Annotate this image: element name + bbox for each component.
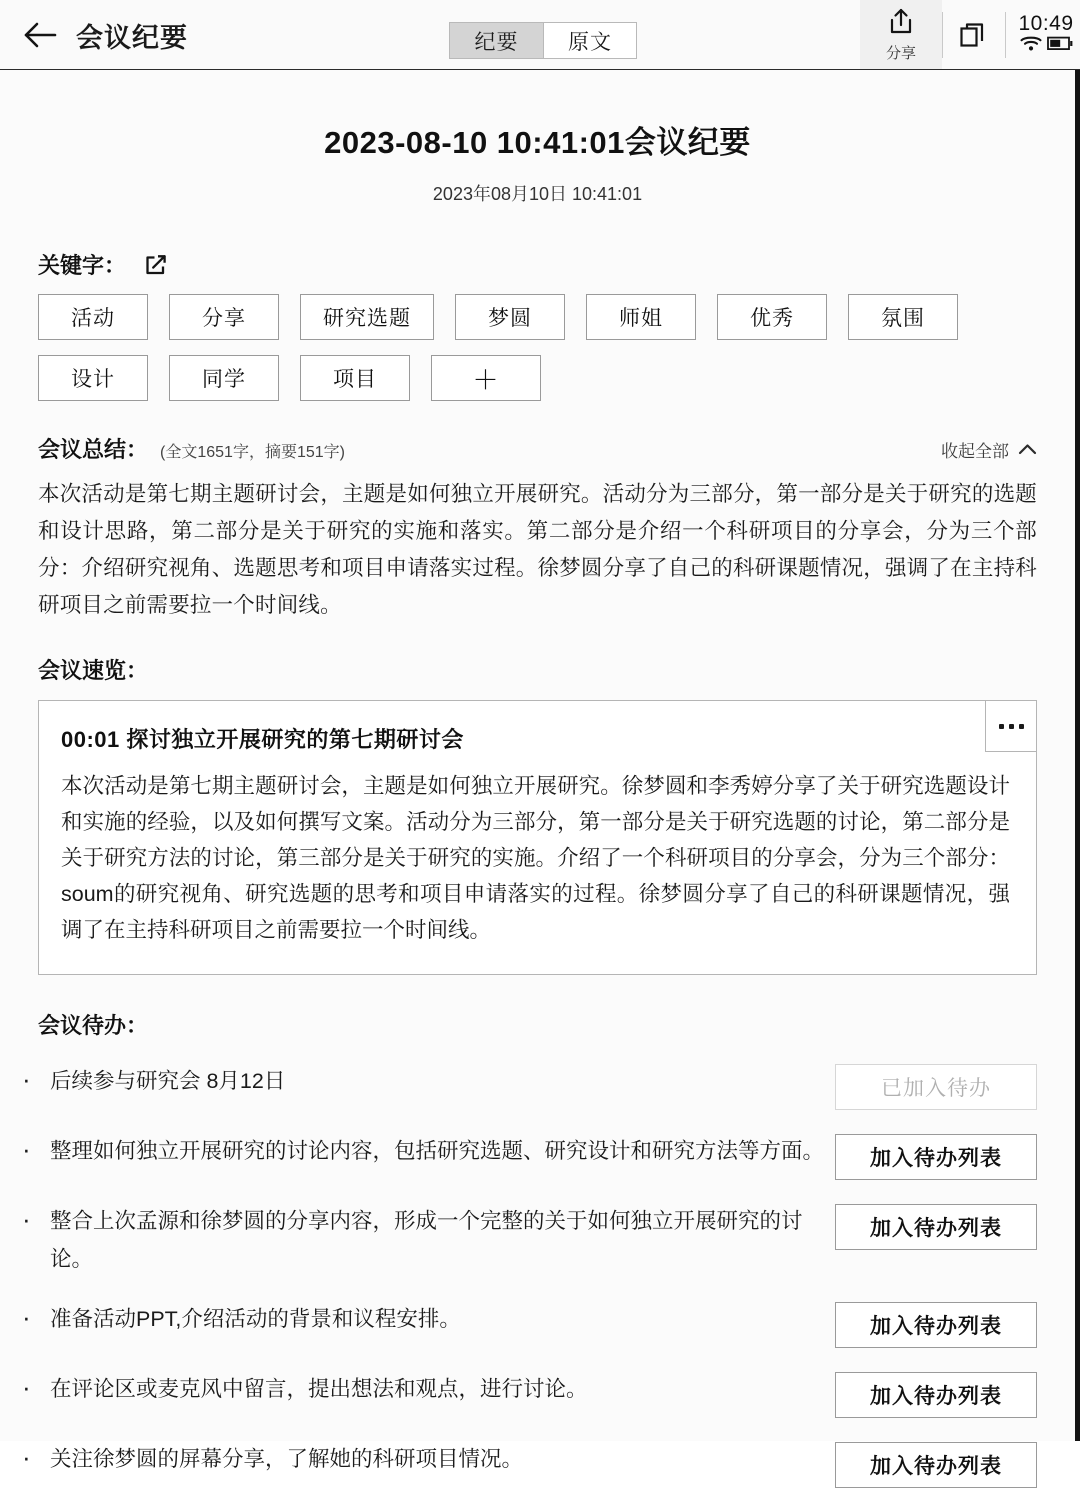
todo-item [38, 1202, 1037, 1278]
add-to-todo-button[interactable]: 加入待办列表 [835, 1372, 1037, 1418]
top-app-bar [0, 0, 1080, 70]
tab-summary[interactable]: 纪要 [450, 23, 543, 58]
keyword-chip-rows [38, 294, 1037, 401]
quickview-heading-text: 探讨独立开展研究的第七期研讨会 [126, 727, 464, 752]
wifi-icon [1020, 35, 1042, 57]
quickview-header [38, 654, 1037, 685]
keyword-row [38, 355, 1037, 401]
todo-item [38, 1370, 1037, 1418]
add-to-todo-button[interactable]: 加入待办列表 [835, 1442, 1037, 1488]
add-to-todo-button[interactable]: 加入待办列表 [835, 1134, 1037, 1180]
keyword-chip[interactable]: 师姐 [586, 294, 696, 340]
keyword-chip[interactable]: 项目 [300, 355, 410, 401]
todo-text: · 在评论区或麦克风中留言，提出想法和观点，进行讨论。 [38, 1370, 825, 1408]
todo-item [38, 1062, 1037, 1110]
share-upload-icon [888, 8, 914, 40]
quickview-card-heading [61, 723, 1010, 754]
collapse-all-label: 收起全部 [941, 442, 1009, 461]
status-indicators [1006, 0, 1080, 70]
quickview-card-text: 本次活动是第七期主题研讨会，主题是如何独立开展研究。徐梦圆和李秀婷分享了关于研究选题设计和实施的经验，以及如何撰写文案。活动分为三部分，第一部分是关于研究选题的讨论，第二部分是关于研究方法的讨论，第三部分是关于研究的实施。介绍了一个科研项目的分享会，分为三个部分：soum的研究视角、研究选题的思考和项目申请落实的过程。徐梦圆分享了自己的科研课题情况，强调了在主持科研项目之前需要拉一个时间线。 [61, 774, 1010, 942]
todo-text: · 准备活动PPT,介绍活动的背景和议程安排。 [38, 1300, 825, 1338]
chevron-up-icon [1018, 440, 1037, 460]
back-arrow-icon[interactable] [22, 16, 60, 54]
todo-text: · 关注徐梦圆的屏幕分享，了解她的科研项目情况。 [38, 1440, 825, 1478]
view-mode-tabs [449, 22, 637, 59]
dot [1019, 724, 1024, 729]
status-clock: 10:49 [1018, 12, 1074, 35]
keyword-row [38, 294, 1037, 340]
quickview-card[interactable] [38, 700, 1037, 975]
collapse-all-button[interactable] [941, 437, 1037, 462]
summary-header [38, 433, 1037, 464]
summary-text: 本次活动是第七期主题研讨会，主题是如何独立开展研究。活动分为三部分，第一部分是关于研究的选题和设计思路，第二部分是关于研究的实施和落实。第二部分是介绍一个科研项目的分享会，分为三个部分：介绍研究视角、选题思考和项目申请落实过程。徐梦圆分享了自己的科研课题情况，强调了在主持科研项目之前需要拉一个时间线。 [38, 482, 1037, 617]
add-keyword-button[interactable]: ＋ [431, 355, 541, 401]
page-title: 会议纪要 [76, 22, 188, 53]
todos-title: 会议待办： [38, 1013, 149, 1038]
share-button[interactable] [860, 0, 942, 70]
keyword-chip[interactable]: 同学 [169, 355, 279, 401]
topbar-right-group [860, 0, 1080, 70]
keyword-chip[interactable]: 优秀 [717, 294, 827, 340]
todo-item [38, 1132, 1037, 1180]
todo-item [38, 1300, 1037, 1348]
tab-transcript[interactable]: 原文 [543, 23, 636, 58]
recent-apps-icon[interactable] [943, 0, 1005, 70]
todo-text: · 整理如何独立开展研究的讨论内容，包括研究选题、研究设计和研究方法等方面。 [38, 1132, 825, 1170]
keyword-chip[interactable]: 研究选题 [300, 294, 434, 340]
add-to-todo-button[interactable]: 加入待办列表 [835, 1204, 1037, 1250]
keyword-chip[interactable]: 氛围 [848, 294, 958, 340]
summary-title: 会议总结： [38, 437, 149, 462]
keyword-chip[interactable]: 分享 [169, 294, 279, 340]
more-horizontal-icon[interactable] [985, 700, 1037, 752]
keywords-header [38, 249, 1037, 280]
todo-text: · 后续参与研究会 8月12日 [38, 1062, 825, 1100]
quickview-title: 会议速览： [38, 658, 149, 683]
add-to-todo-button[interactable]: 加入待办列表 [835, 1302, 1037, 1348]
summary-wordcount: (全文1651字，摘要151字) [160, 444, 345, 461]
document-date: 2023年08月10日 10:41:01 [432, 184, 643, 204]
battery-icon [1047, 36, 1073, 56]
dot [1009, 724, 1014, 729]
share-label: 分享 [885, 44, 916, 62]
dot [999, 724, 1004, 729]
todos-header [38, 1009, 1037, 1040]
keyword-chip[interactable]: 活动 [38, 294, 148, 340]
document-title: 2023-08-10 10:41:01会议纪要 [324, 125, 751, 160]
keywords-label: 关键字： [38, 253, 127, 278]
keyword-chip[interactable]: 设计 [38, 355, 148, 401]
quickview-timestamp[interactable]: 00:01 [61, 727, 120, 752]
keyword-chip[interactable]: 梦圆 [455, 294, 565, 340]
todo-text: · 整合上次孟源和徐梦圆的分享内容，形成一个完整的关于如何独立开展研究的讨论。 [38, 1202, 825, 1278]
document-scroll-area[interactable] [0, 70, 1080, 1478]
todo-added-button[interactable]: 已加入待办 [835, 1064, 1037, 1110]
todo-list [38, 1062, 1037, 1488]
todo-item [38, 1440, 1037, 1488]
edit-square-icon[interactable] [144, 253, 168, 277]
